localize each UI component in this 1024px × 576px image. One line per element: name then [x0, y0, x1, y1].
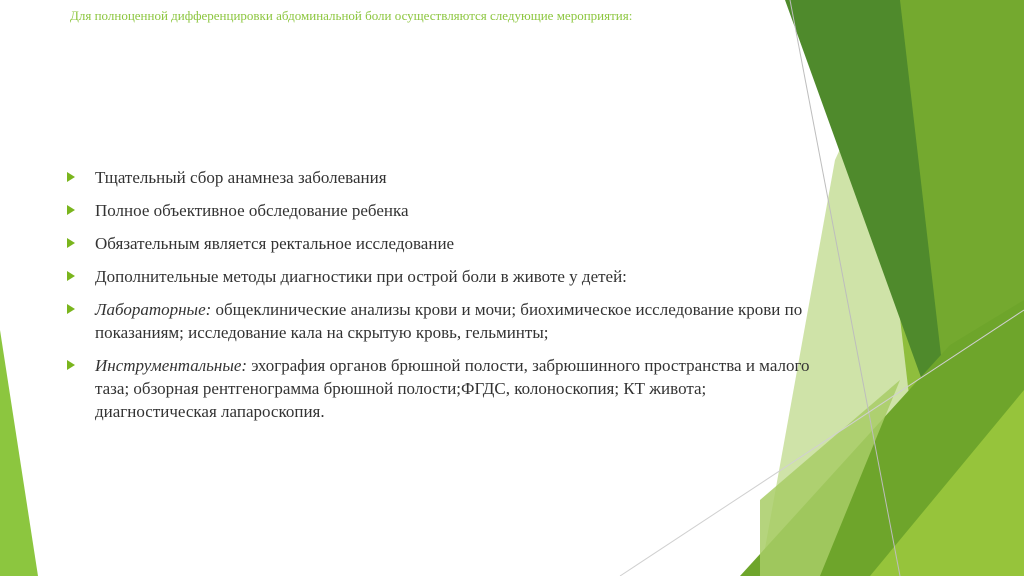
bullet-text: Обязательным является ректальное исследование [95, 234, 455, 253]
bullet-list [64, 166, 824, 433]
list-item [64, 199, 824, 222]
triangle-bullet-icon [67, 360, 75, 370]
triangle-bullet-icon [67, 304, 75, 314]
triangle-bullet-icon [67, 271, 75, 281]
bullet-label: Инструментальные: [95, 356, 248, 375]
bullet-text: Тщательный сбор анамнеза заболевания [95, 168, 387, 187]
bullet-text: Полное объективное обследование ребенка [95, 201, 409, 220]
triangle-bullet-icon [67, 205, 75, 215]
list-item [64, 298, 824, 344]
list-item [64, 354, 824, 423]
bullet-label: Лабораторные: [95, 300, 212, 319]
bullet-text: эхография органов брюшной полости, забрюшинного пространства и малого таза; обзорная рентгенограмма брюшной полости;ФГДС, колоноскопия; КТ живота; диагностическая лапароскопия. [95, 356, 810, 421]
triangle-bullet-icon [67, 238, 75, 248]
slide-title: Для полноценной дифференцировки абдоминальной боли осуществляются следующие мероприятия: [70, 8, 633, 23]
list-item [64, 265, 824, 288]
list-item [64, 232, 824, 255]
list-item [64, 166, 824, 189]
bullet-text: Дополнительные методы диагностики при острой боли в животе у детей: [95, 267, 627, 286]
triangle-bullet-icon [67, 172, 75, 182]
left-green-sliver [0, 330, 38, 576]
bullet-text: общеклинические анализы крови и мочи; биохимическое исследование крови по показаниям; исследование кала на скрытую кровь, гельминты; [95, 300, 803, 342]
